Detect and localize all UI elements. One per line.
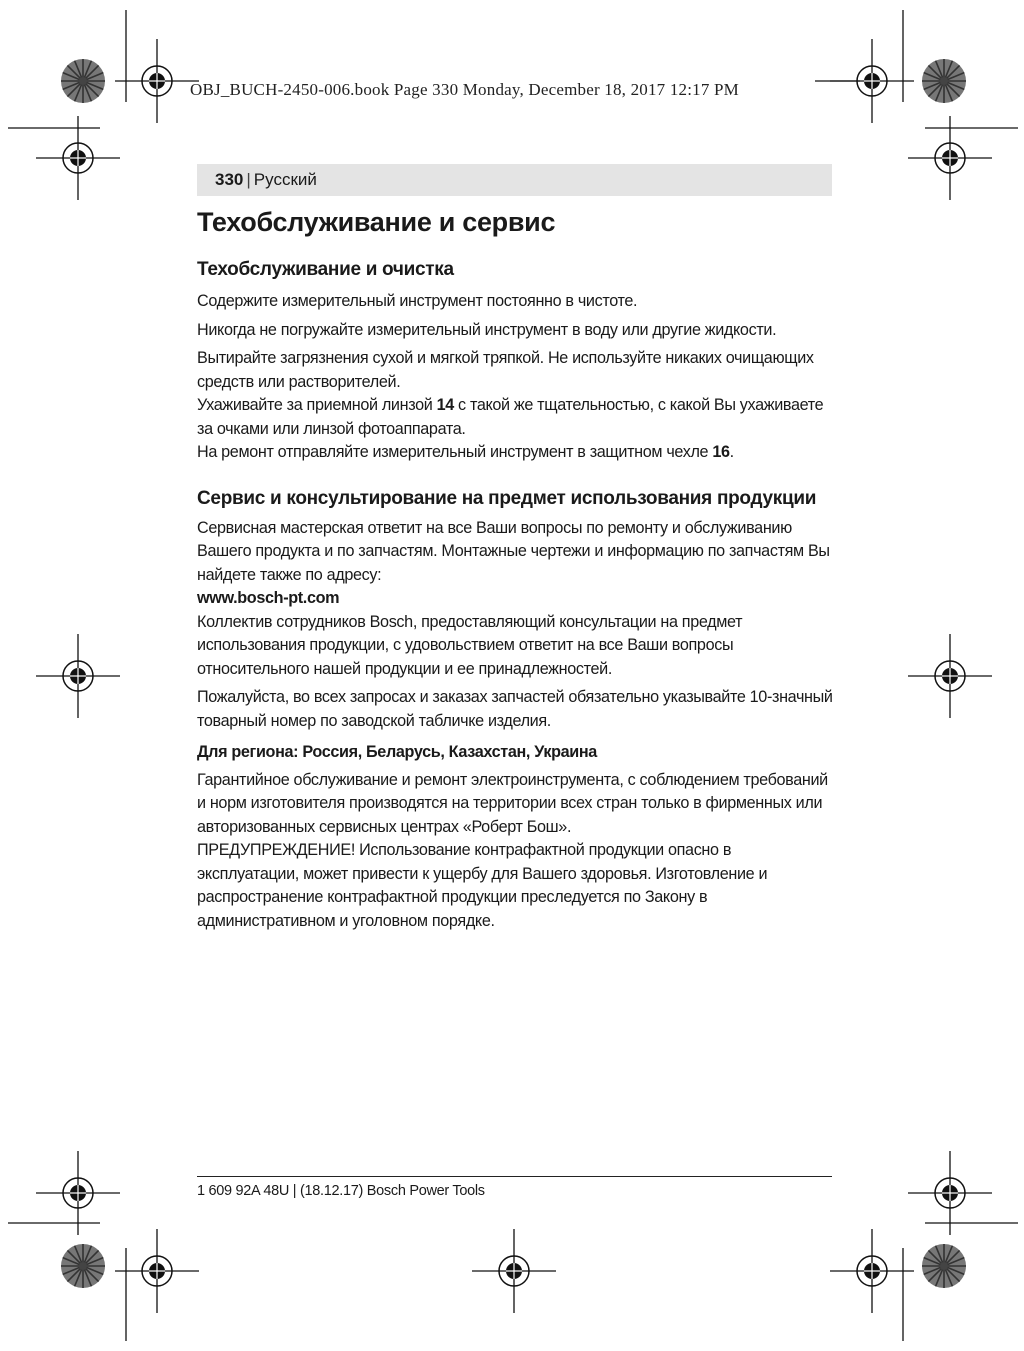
website-url[interactable]: www.bosch-pt.com (197, 589, 340, 607)
text-run: с такой же тщательностью, с какой Вы ухаживаете за очками или линзой фотоаппарата. (197, 396, 824, 438)
section-heading-region: Для региона: Россия, Беларусь, Казахстан, Украина (197, 743, 597, 761)
section-heading-maintenance: Техобслуживание и очистка (197, 259, 454, 280)
page-number: 330 (215, 170, 244, 189)
text-run: . (729, 443, 734, 461)
paragraph: Никогда не погружайте измерительный инструмент в воду или другие жидкости. (197, 320, 777, 339)
file-slug-line: OBJ_BUCH-2450-006.book Page 330 Monday, December 18, 2017 12:17 PM (190, 80, 739, 99)
item-number: 16 (712, 443, 730, 461)
header-separator: | (246, 170, 251, 189)
text-run: На ремонт отправляйте измерительный инструмент в защитном чехле (197, 443, 713, 461)
paragraph (197, 441, 837, 465)
page-header (197, 164, 832, 196)
paragraph: Вытирайте загрязнения сухой и мягкой тряпкой. Не используйте никаких очищающих средств или растворителей. (197, 349, 814, 391)
paragraph: Сервисная мастерская ответит на все Ваши вопросы по ремонту и обслуживанию Вашего продукта и по запчастям. Монтажные чертежи и информацию по запчастям Вы найдете также по адресу: (197, 518, 830, 584)
page-title: Техобслуживание и сервис (197, 207, 556, 237)
text-run: Ухаживайте за приемной линзой (197, 396, 437, 414)
page-content (197, 204, 837, 938)
paragraph: Коллектив сотрудников Bosch, предоставляющий консультации на предмет использования продукции, с удовольствием ответит на все Ваши вопросы относительного нашей продукции и ее принадлежностей. (197, 612, 743, 678)
paragraph: Гарантийное обслуживание и ремонт электроинструмента, с соблюдением требований и норм изготовителя производятся на территории всех стран только в фирменных или авторизованных сервисных центрах «Роберт Бош». (197, 770, 828, 836)
header-language: Русский (253, 170, 317, 189)
item-number: 14 (436, 396, 454, 414)
section-heading-service: Сервис и консультирование на предмет использования продукции (197, 487, 817, 509)
paragraph: ПРЕДУПРЕЖДЕНИЕ! Использование контрафактной продукции опасно в эксплуатации, может привести к ущербу для Вашего здоровья. Изготовление и распространение контрафактной продукции преследуется по Закону в административном и уголовном порядке. (197, 841, 768, 930)
footer-rule (197, 1176, 832, 1177)
paragraph: Пожалуйста, во всех запросах и заказах запчастей обязательно указывайте 10-значный товарный номер по заводской табличке изделия. (197, 688, 833, 730)
paragraph (197, 394, 837, 441)
paragraph: Содержите измерительный инструмент постоянно в чистоте. (197, 292, 638, 310)
page-footer: 1 609 92A 48U | (18.12.17) Bosch Power Tools (197, 1183, 485, 1199)
